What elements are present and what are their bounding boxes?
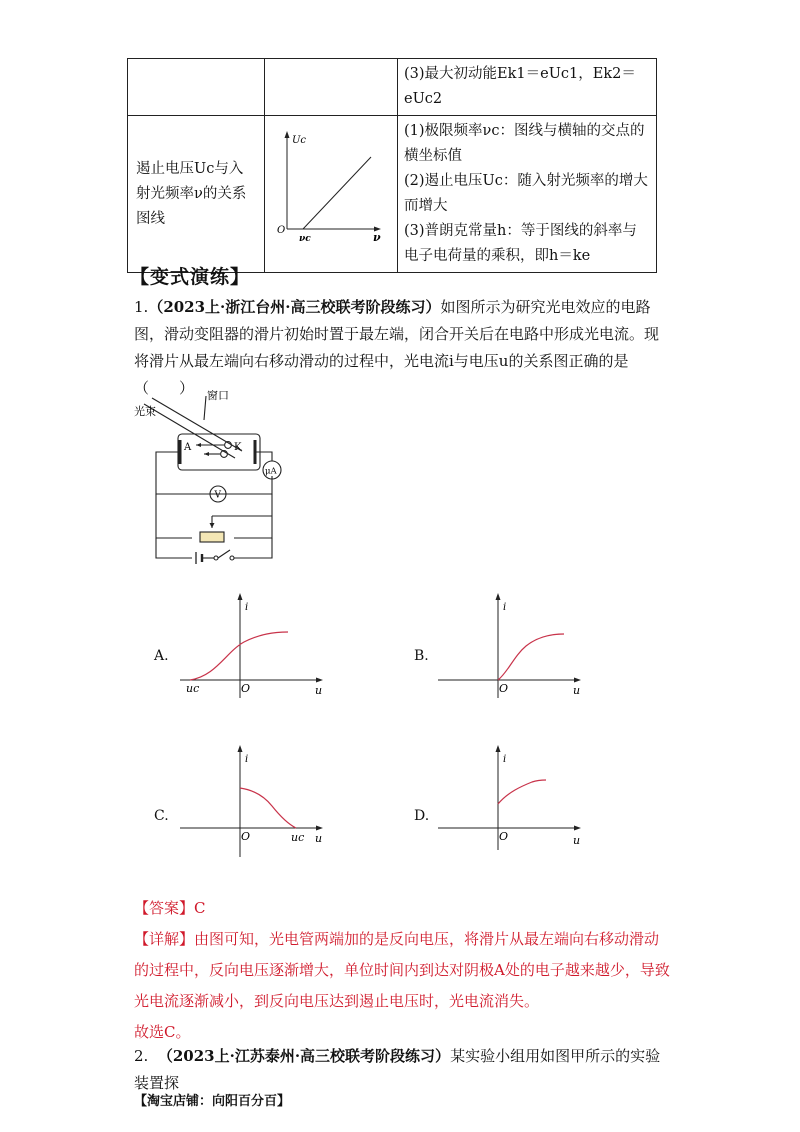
option-c-graph[interactable] — [178, 742, 338, 862]
axis-label-x: u — [315, 684, 323, 697]
origin-label: O — [277, 224, 286, 236]
footer-shop: 【淘宝店铺：向阳百分百】 — [134, 1094, 291, 1109]
question-1 — [134, 294, 672, 402]
origin-label: O — [241, 830, 251, 843]
table-cell-notes — [398, 116, 657, 273]
question-number: 1. — [134, 298, 149, 316]
table-cell-title: 遏止电压Uc与入射光频率ν的关系图线 — [128, 116, 265, 273]
question-text: 某实验小组用如图甲所示的实验装置探 — [134, 1047, 661, 1092]
label-voltmeter: V — [214, 490, 221, 501]
answer-conclusion: 故选C。 — [134, 1023, 191, 1041]
axis-label-y: i — [245, 602, 249, 613]
axis-label-y: i — [245, 754, 249, 765]
note-line: (1)极限频率νc：图线与横轴的交点的横坐标值 — [404, 123, 645, 164]
table-cell — [128, 59, 265, 116]
option-a-graph[interactable] — [178, 590, 338, 710]
note-line: (3)普朗克常量h：等于图线的斜率与电子电荷量的乘积，即h＝ke — [404, 223, 637, 264]
axis-label-x: u — [315, 832, 323, 845]
intercept-label: νc — [299, 233, 311, 244]
option-d-label[interactable]: D. — [414, 808, 430, 824]
option-d-graph[interactable] — [436, 742, 596, 862]
origin-label: O — [499, 830, 509, 843]
detail-text: 由图可知，光电管两端加的是反向电压，将滑片从最左端向右移动滑动的过程中，反向电压逐渐增大，单位时间内到达对阴极A处的电子越来越少，导致光电流逐渐减小，到反向电压达到遏止电压时，光电流消失。 — [134, 930, 670, 1010]
label-beam: 光束 — [134, 405, 156, 418]
table-cell: (3)最大初动能Ek1＝eUc1，Ek2＝eUc2 — [398, 59, 657, 116]
axis-label-x: ν — [373, 230, 381, 244]
label-cathode: K — [234, 442, 242, 453]
axis-label-y: i — [503, 754, 507, 765]
circuit-diagram — [134, 390, 294, 570]
question-source: （2023上·浙江台州·高三校联考阶段练习） — [148, 298, 441, 316]
question-text: 如图所示为研究光电效应的电路图，滑动变阻器的滑片初始时置于最左端，闭合开关后在电路中形成光电流。现将滑片从最左端向右移动滑动的过程中，光电流i与电压u的关系图正确的是（ ） — [134, 298, 660, 397]
uc-nu-graph — [265, 117, 397, 263]
uc-label: uc — [291, 831, 305, 844]
answer-block — [134, 893, 672, 1048]
axis-label-y: Uc — [292, 134, 307, 146]
option-a-label[interactable]: A. — [154, 648, 169, 664]
table-cell-graph — [265, 116, 398, 273]
origin-label: O — [499, 682, 509, 695]
table-row — [128, 59, 657, 116]
detail-label: 【详解】 — [134, 930, 195, 948]
summary-table — [127, 58, 657, 273]
label-window: 窗口 — [207, 390, 229, 402]
table-row — [128, 116, 657, 273]
label-ammeter: μA — [265, 466, 277, 477]
option-b-label[interactable]: B. — [414, 648, 429, 664]
origin-label: O — [241, 682, 251, 695]
table-cell — [265, 59, 398, 116]
label-anode: A — [184, 442, 192, 453]
axis-label-x: u — [573, 834, 581, 847]
axis-label-x: u — [573, 684, 581, 697]
axis-label-y: i — [503, 602, 507, 613]
question-2 — [134, 1043, 672, 1097]
option-c-label[interactable]: C. — [154, 808, 169, 824]
note-line: (2)遏止电压Uc：随入射光频率的增大而增大 — [404, 173, 648, 214]
question-number: 2. — [134, 1047, 149, 1065]
question-source: （2023上·江苏泰州·高三校联考阶段练习） — [157, 1047, 451, 1065]
uc-label: uc — [186, 682, 200, 695]
option-b-graph[interactable] — [436, 590, 596, 710]
answer-label: 【答案】C — [134, 899, 206, 917]
section-heading: 【变式演练】 — [130, 266, 251, 288]
answer-detail — [134, 924, 672, 1017]
